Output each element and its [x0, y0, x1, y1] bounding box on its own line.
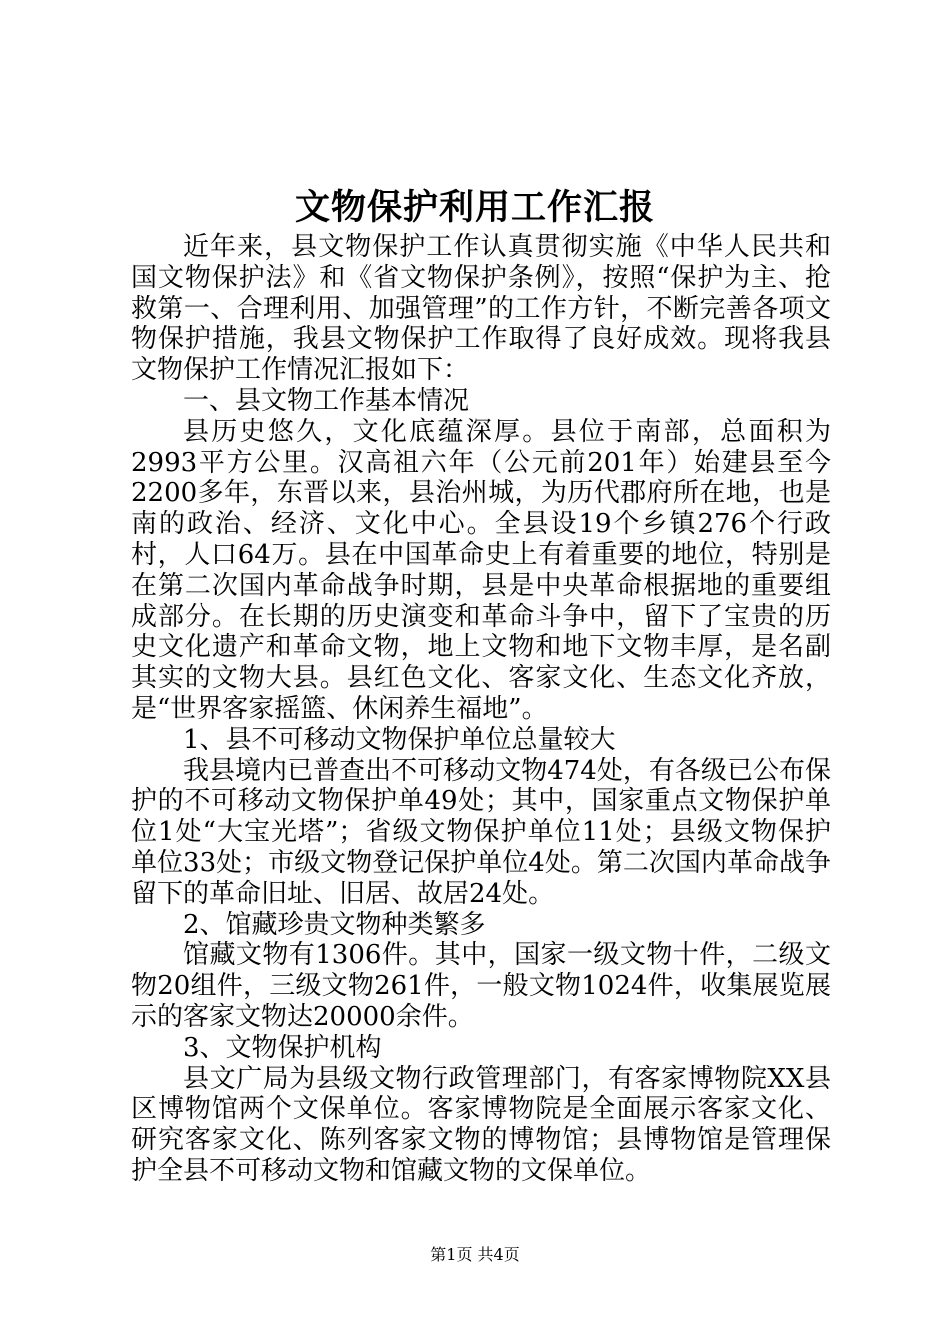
document-body — [131, 232, 831, 1187]
institutions-paragraph: 县文广局为县级文物行政管理部门，有客家博物院XX县区博物馆两个文保单位。客家博物院是全面展示客家文化、研究客家文化、陈列客家文物的博物馆；县博物馆是管理保护全县不可移动文物和馆藏文物的文保单位。 — [131, 1063, 831, 1186]
document-title: 文物保护利用工作汇报 — [294, 187, 655, 228]
subheading-immovable-relics: 1、县不可移动文物保护单位总量较大 — [183, 724, 616, 755]
immovable-relics-paragraph: 我县境内已普查出不可移动文物474处，有各级已公布保护的不可移动文物保护单49处；其中，国家重点文物保护单位1处“大宝光塔”；省级文物保护单位11处；县级文物保护单位33处；市级文物登记保护单位4处。第二次国内革命战争留下的革命旧址、旧居、故居24处。 — [131, 755, 831, 909]
subheading-collection: 2、馆藏珍贵文物种类繁多 — [183, 909, 486, 940]
county-history-paragraph: 县历史悠久，文化底蕴深厚。县位于南部，总面积为2993平方公里。汉高祖六年（公元前201年）始建县至今2200多年，东晋以来，县治州城，为历代郡府所在地，也是南的政治、经济、文化中心。全县设19个乡镇276个行政村，人口64万。县在中国革命史上有着重要的地位，特别是在第二次国内革命战争时期，县是中央革命根据地的重要组成部分。在长期的历史演变和革命斗争中，留下了宝贵的历史文化遗产和革命文物，地上文物和地下文物丰厚，是名副其实的文物大县。县红色文化、客家文化、生态文化齐放，是“世界客家摇篮、休闲养生福地”。 — [131, 416, 831, 724]
collection-paragraph: 馆藏文物有1306件。其中，国家一级文物十件，二级文物20组件，三级文物261件，一般文物1024件，收集展览展示的客家文物达20000余件。 — [131, 940, 831, 1032]
section-heading-basic-situation: 一、县文物工作基本情况 — [183, 385, 470, 416]
subheading-institutions: 3、文物保护机构 — [183, 1032, 382, 1063]
intro-paragraph: 近年来，县文物保护工作认真贯彻实施《中华人民共和国文物保护法》和《省文物保护条例》，按照“保护为主、抢救第一、合理利用、加强管理”的工作方针，不断完善各项文物保护措施，我县文物保护工作取得了良好成效。现将我县文物保护工作情况汇报如下： — [131, 232, 831, 386]
page-footer: 第1页 共4页 — [430, 1245, 520, 1264]
